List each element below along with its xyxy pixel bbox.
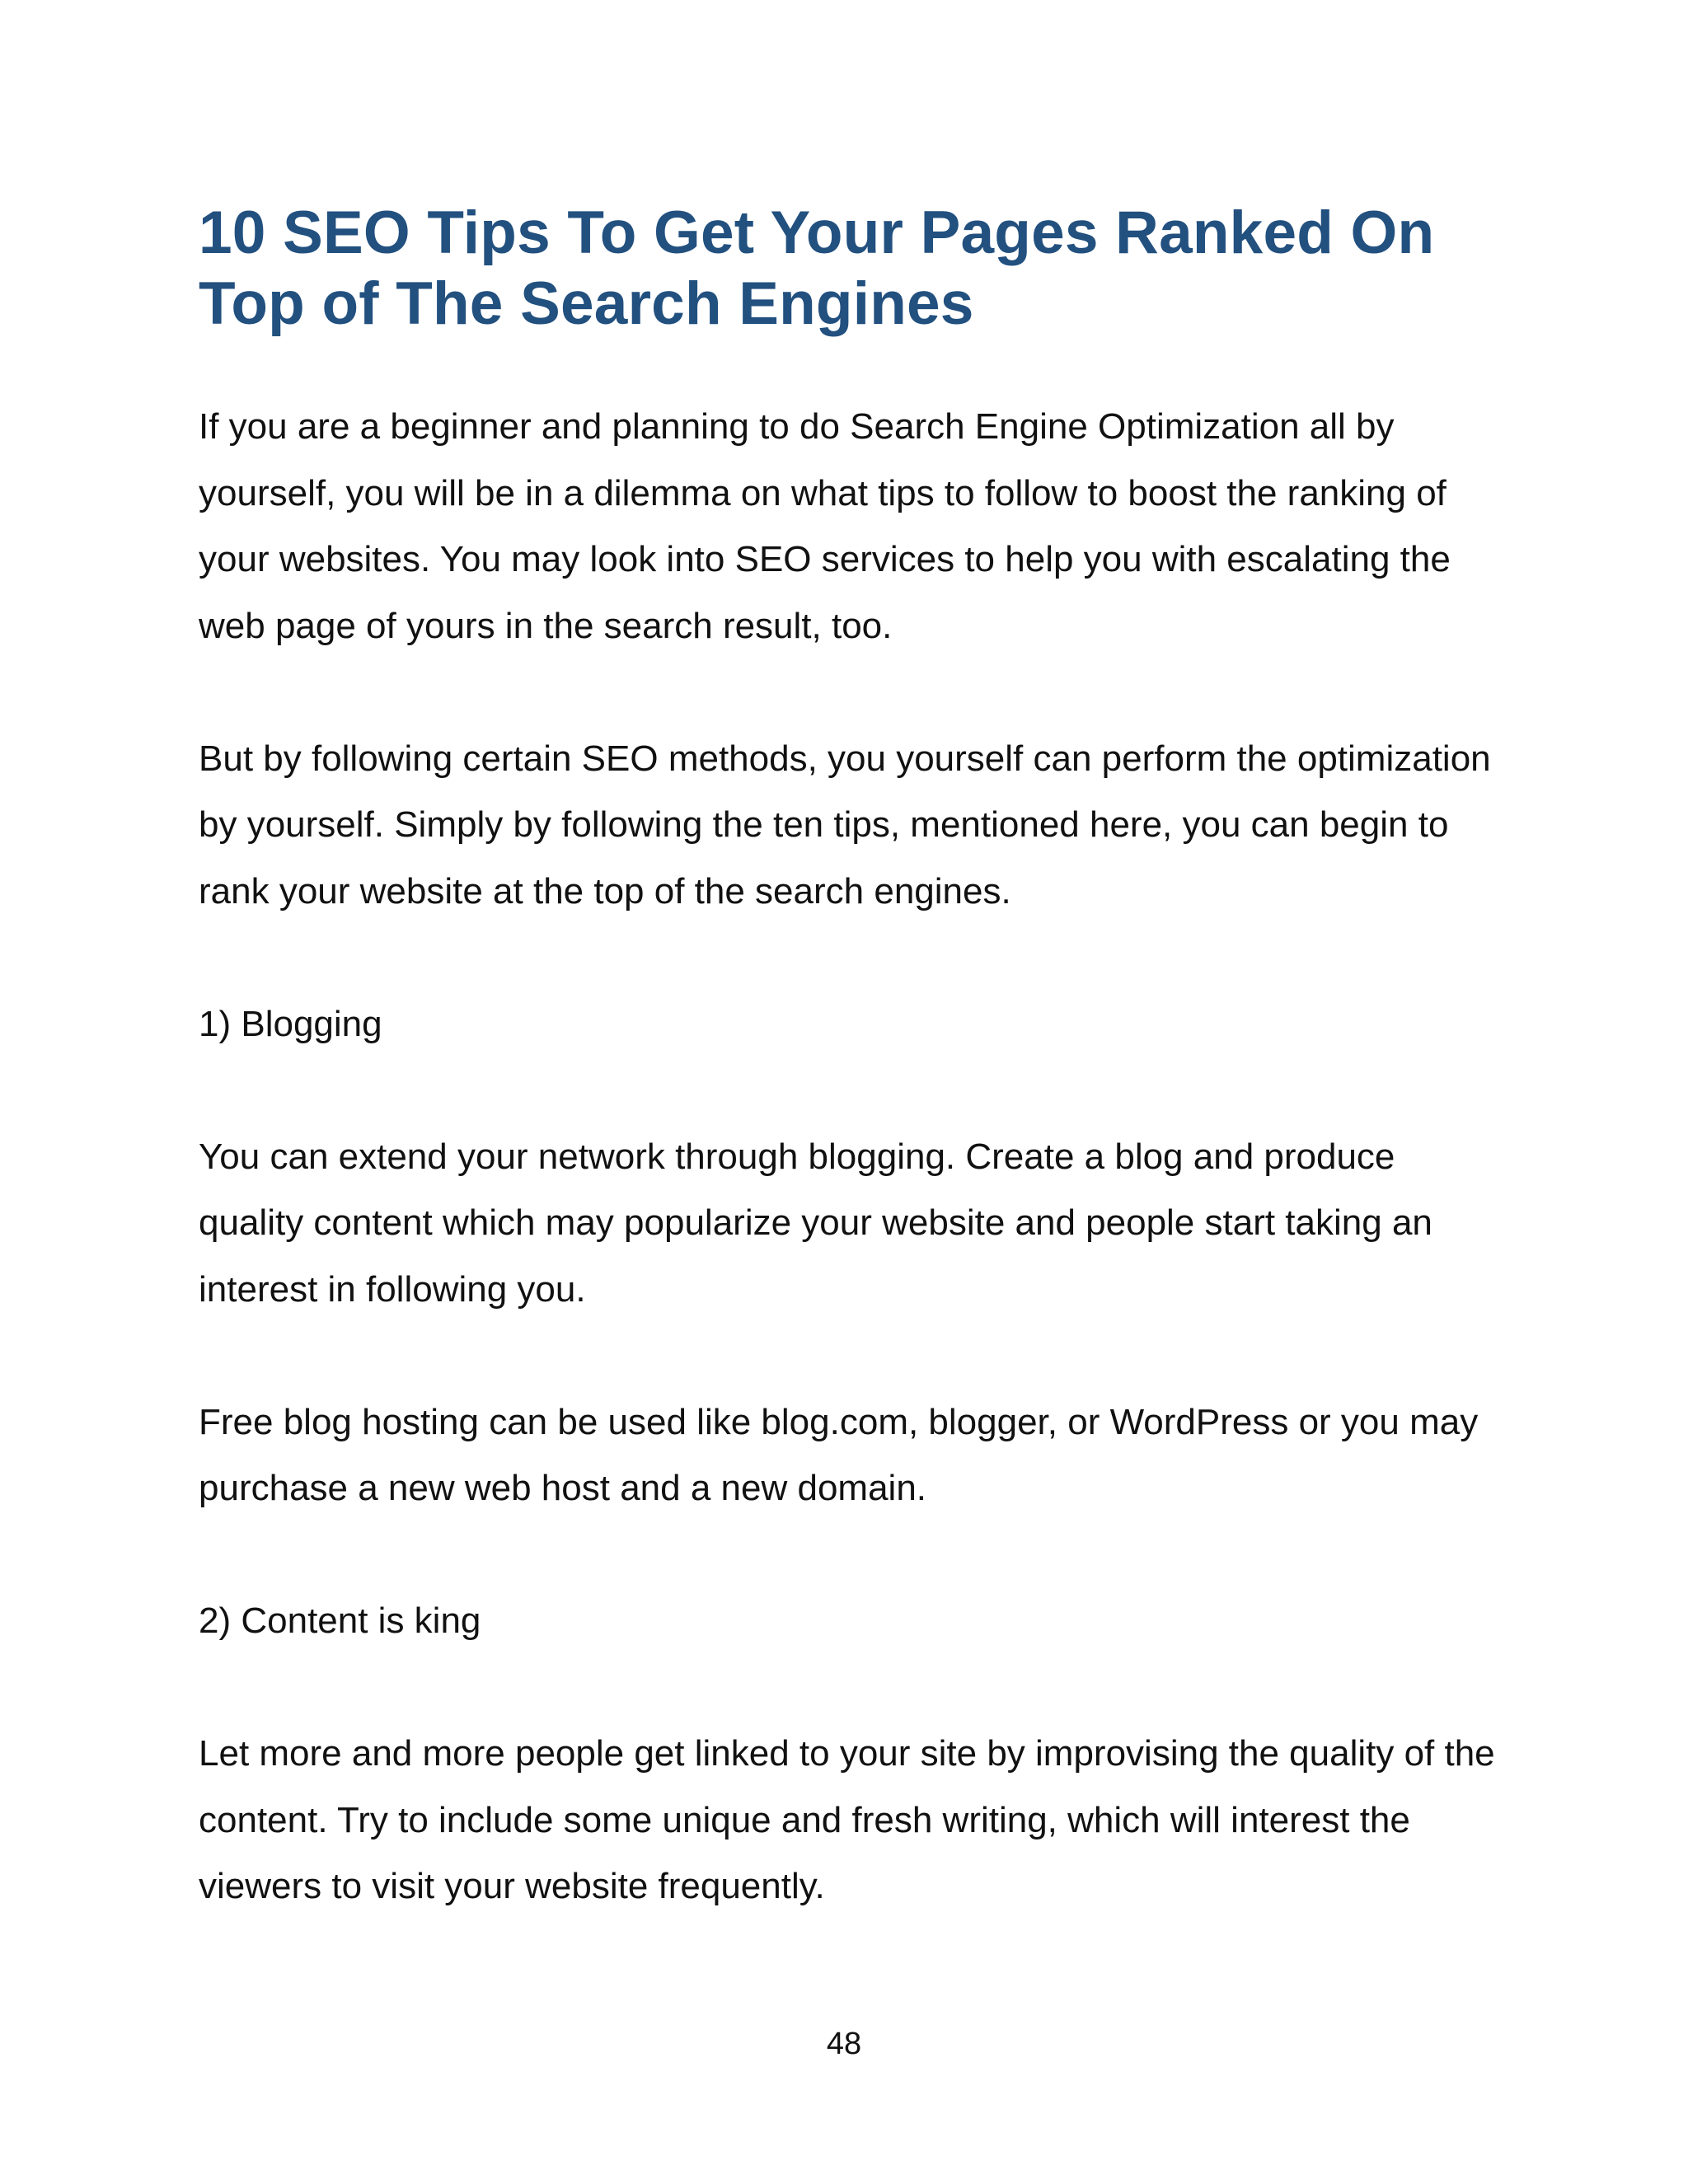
content-paragraph-1: Let more and more people get linked to your site by improvising the quality of the content. Try to include some unique and fresh writing, which will interest the viewers to visit your website frequently. [199, 1733, 1495, 1906]
intro-paragraph-1: If you are a beginner and planning to do Search Engine Optimization all by yourself, you will be in a dilemma on what tips to follow to boost the ranking of your websites. You may look into SEO services to help you with escalating the web page of yours in the search result, too. [199, 406, 1451, 646]
blogging-paragraph-2: Free blog hosting can be used like blog.com, blogger, or WordPress or you may purchase a new web host and a new domain. [199, 1401, 1479, 1508]
page-content [199, 198, 1501, 1920]
blogging-paragraph-1: You can extend your network through blogging. Create a blog and produce quality content which may popularize your website and people start taking an interest in following you. [199, 1136, 1432, 1310]
section-heading-blogging: 1) Blogging [199, 1003, 382, 1044]
page-number: 48 [826, 2027, 862, 2061]
section-heading-content: 2) Content is king [199, 1601, 481, 1641]
intro-paragraph-2: But by following certain SEO methods, you yourself can perform the optimization by yourself. Simply by following the ten tips, mentioned here, you can begin to rank your website at the top of the search engines. [199, 738, 1491, 912]
page-title: 10 SEO Tips To Get Your Pages Ranked On Top of The Search Engines [199, 199, 1435, 337]
